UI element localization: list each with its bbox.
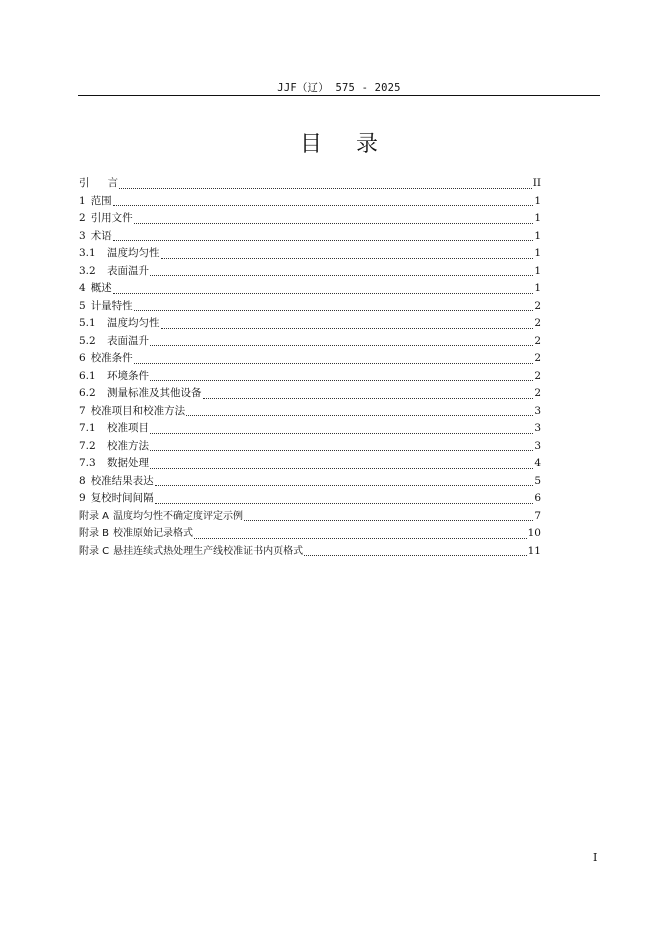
toc-entry[interactable] — [79, 420, 541, 438]
toc-entry-page: 1 — [534, 229, 541, 242]
toc-entry-page: 3 — [534, 439, 541, 452]
toc-entry[interactable] — [79, 263, 541, 281]
toc-entry-label: 温度均匀性不确定度评定示例 — [113, 510, 244, 522]
toc-entry-number: 4 — [79, 282, 86, 294]
toc-entry-page: 2 — [534, 352, 541, 364]
toc-entry-number: 5.1 — [79, 317, 96, 329]
dot-leader — [161, 328, 534, 329]
toc-entry-page: 3 — [534, 404, 541, 417]
toc-entry[interactable] — [79, 193, 541, 211]
toc-entry-page: 4 — [534, 457, 541, 469]
toc-entry-number: 5 — [79, 299, 86, 312]
toc-entry-label: 表面温升 — [107, 334, 149, 347]
toc-entry-page: 1 — [534, 247, 541, 259]
dot-leader — [150, 345, 533, 346]
toc-entry-label: 言 — [107, 177, 118, 189]
toc-entry[interactable] — [79, 228, 541, 246]
toc-entry-number: 附录 C — [79, 545, 110, 557]
toc-entry-label: 校准方法 — [107, 439, 149, 452]
dot-leader — [134, 310, 534, 311]
toc-entry-label: 术语 — [90, 229, 112, 242]
toc-entry-label: 校准项目和校准方法 — [90, 404, 186, 417]
toc-entry-page: 2 — [534, 299, 541, 312]
dot-leader — [150, 468, 533, 469]
table-of-contents — [79, 175, 541, 560]
toc-entry-page: 5 — [534, 474, 541, 487]
dot-leader — [113, 240, 534, 241]
toc-entry-label: 温度均匀性 — [107, 247, 160, 259]
toc-entry-page: 10 — [527, 527, 541, 539]
toc-entry-label: 校准原始记录格式 — [113, 528, 194, 539]
toc-entry-label: 复校时间间隔 — [90, 492, 154, 504]
toc-entry-number: 7.1 — [79, 422, 96, 434]
toc-entry-label: 温度均匀性 — [107, 317, 160, 329]
toc-entry-page: 6 — [534, 492, 541, 504]
toc-entry-label: 测量标准及其他设备 — [107, 387, 202, 399]
toc-entry-page: 11 — [527, 544, 541, 557]
toc-entry-label: 概述 — [90, 282, 112, 294]
toc-entry-label: 计量特性 — [90, 299, 133, 312]
dot-leader — [113, 205, 534, 206]
toc-entry-page: 2 — [534, 334, 541, 347]
toc-entry-page: II — [532, 177, 541, 189]
toc-entry[interactable] — [79, 438, 541, 456]
toc-entry-number: 3 — [79, 229, 86, 242]
toc-entry-page: 3 — [534, 422, 541, 434]
page-number: I — [593, 851, 598, 864]
toc-entry-page: 1 — [534, 212, 541, 224]
toc-entry-label: 校准项目 — [107, 422, 149, 434]
toc-entry[interactable] — [79, 385, 541, 403]
toc-entry-number: 6.1 — [79, 369, 96, 382]
toc-entry-number: 7 — [79, 404, 86, 417]
toc-entry[interactable] — [79, 245, 541, 263]
header-divider — [78, 95, 600, 96]
toc-entry-number: 9 — [79, 492, 86, 504]
toc-entry[interactable] — [79, 508, 541, 526]
toc-entry-page: 2 — [534, 369, 541, 382]
toc-entry-label: 数据处理 — [107, 457, 149, 469]
dot-leader — [150, 380, 533, 381]
toc-entry[interactable] — [79, 368, 541, 386]
toc-entry[interactable] — [79, 350, 541, 368]
toc-entry-label: 悬挂连续式热处理生产线校准证书内页格式 — [113, 545, 304, 557]
toc-entry[interactable] — [79, 298, 541, 316]
toc-entry[interactable] — [79, 403, 541, 421]
toc-entry-label: 引用文件 — [90, 212, 133, 224]
dot-leader — [186, 415, 533, 416]
toc-entry[interactable] — [79, 455, 541, 473]
dot-leader — [113, 293, 534, 294]
toc-entry-number: 6.2 — [79, 387, 96, 399]
toc-entry[interactable] — [79, 315, 541, 333]
toc-entry-page: 1 — [534, 282, 541, 294]
toc-entry-page: 1 — [534, 264, 541, 277]
toc-entry-number: 7.2 — [79, 439, 96, 452]
toc-entry[interactable] — [79, 525, 541, 543]
dot-leader — [304, 555, 526, 556]
toc-entry[interactable] — [79, 473, 541, 491]
toc-entry[interactable] — [79, 210, 541, 228]
toc-entry-number: 8 — [79, 474, 86, 487]
toc-entry[interactable] — [79, 490, 541, 508]
toc-entry-number: 附录 B — [79, 528, 110, 539]
page-title: 目录 — [299, 132, 412, 157]
toc-entry-label: 表面温升 — [107, 264, 149, 277]
dot-leader — [244, 520, 533, 521]
toc-entry-number: 1 — [79, 194, 86, 207]
dot-leader — [161, 258, 534, 259]
toc-entry-page: 2 — [534, 317, 541, 329]
toc-entry-label: 范围 — [90, 194, 112, 207]
toc-entry[interactable] — [79, 175, 541, 193]
toc-entry-number: 6 — [79, 352, 86, 364]
toc-entry-number: 2 — [79, 212, 86, 224]
toc-entry-page: 7 — [534, 509, 541, 522]
toc-entry-number: 3.2 — [79, 264, 96, 277]
dot-leader — [203, 398, 534, 399]
toc-entry[interactable] — [79, 280, 541, 298]
toc-entry-number: 引 — [79, 177, 90, 189]
dot-leader — [194, 538, 527, 539]
dot-leader — [134, 223, 534, 224]
toc-entry-label: 环境条件 — [107, 369, 149, 382]
dot-leader — [155, 485, 534, 486]
toc-entry-number: 5.2 — [79, 334, 96, 347]
dot-leader — [150, 450, 533, 451]
toc-entry-number: 7.3 — [79, 457, 96, 469]
dot-leader — [150, 275, 533, 276]
standard-code-header: JJF（辽） 575 - 2025 — [277, 82, 401, 94]
dot-leader — [134, 363, 534, 364]
toc-entry-page: 2 — [534, 387, 541, 399]
toc-entry[interactable] — [79, 333, 541, 351]
toc-entry-label: 校准结果表达 — [90, 474, 154, 487]
toc-entry-page: 1 — [534, 194, 541, 207]
toc-entry-number: 3.1 — [79, 247, 96, 259]
dot-leader — [150, 433, 533, 434]
dot-leader — [155, 503, 534, 504]
toc-entry-number: 附录 A — [79, 510, 110, 522]
dot-leader — [119, 188, 532, 189]
toc-entry-label: 校准条件 — [90, 352, 133, 364]
toc-entry[interactable] — [79, 543, 541, 561]
